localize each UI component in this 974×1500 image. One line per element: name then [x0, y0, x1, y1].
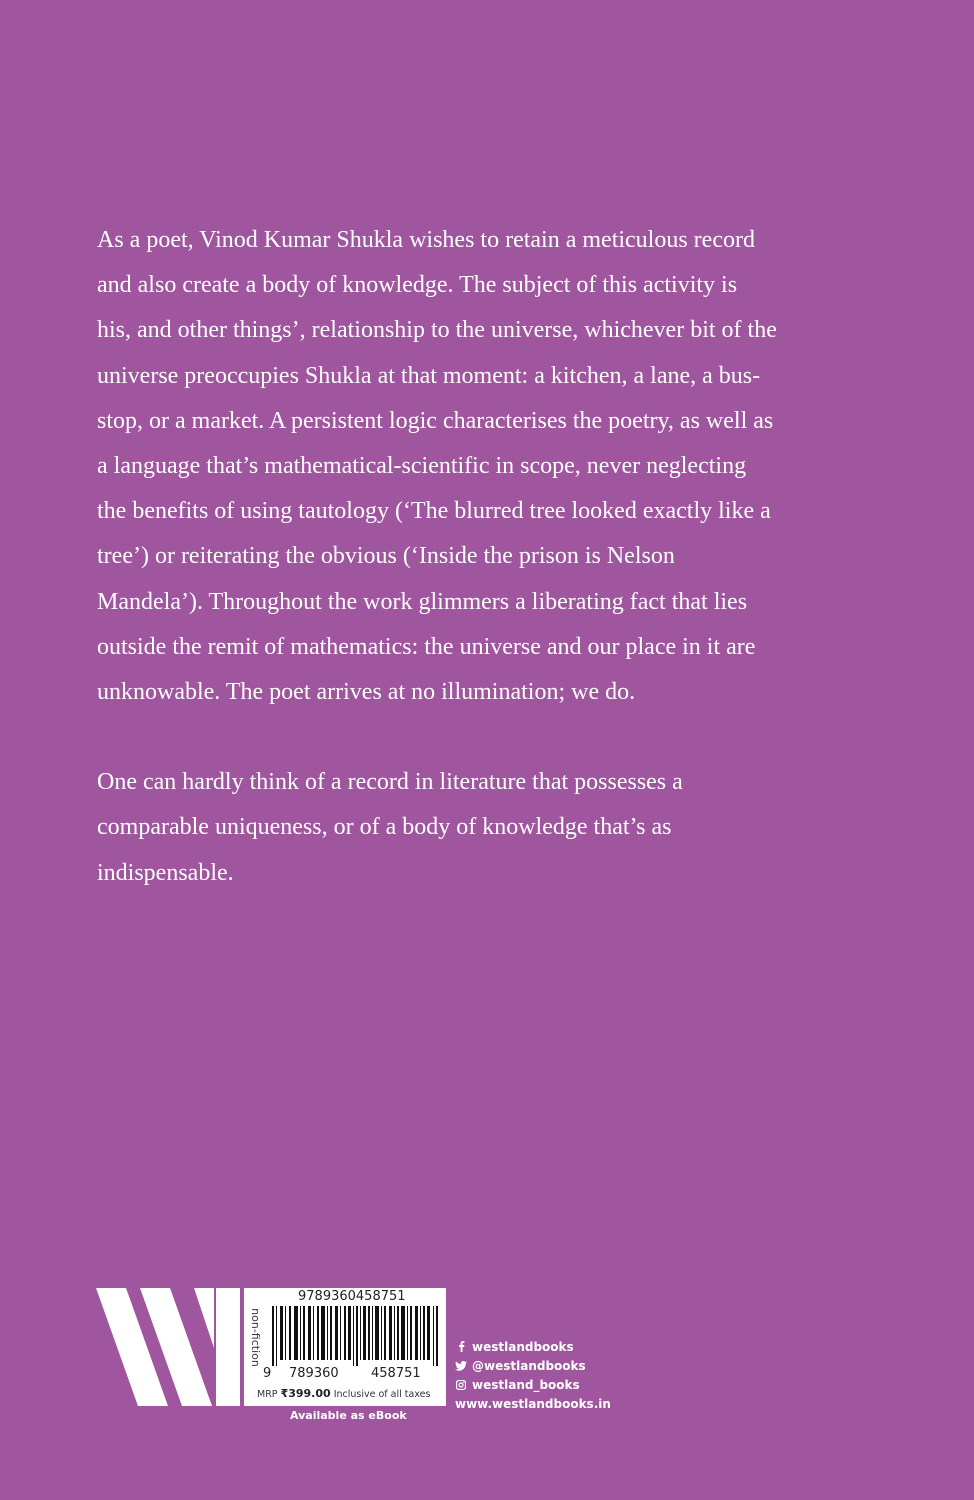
barcode-bars	[268, 1306, 442, 1366]
ebook-note: Available as eBook	[290, 1409, 407, 1422]
isbn-text: 9789360458751	[298, 1289, 406, 1304]
website-link[interactable]: www.westlandbooks.in	[455, 1396, 611, 1411]
blurb-paragraph-1: As a poet, Vinod Kumar Shukla wishes to retain a meticulous record and also create a body of knowledge. The subject of this activity is his, and other things’, relationship to the universe, whichever bit of the universe preoccupies Shukla at that moment: a kitchen, a lane, a bus-stop, or a market. A persistent logic characterises the poetry, as well as a language that’s mathematical-scientific in scope, never neglecting the benefits of using tautology (‘The blurred tree looked exactly like a tree’) or reiterating the obvious (‘Inside the prison is Nelson Mandela’). Throughout the work glimmers a liberating fact that lies outside the remit of mathematics: the universe and our place in it are unknowable. The poet arrives at no illumination; we do.	[97, 227, 777, 706]
blurb-paragraph-2: One can hardly think of a record in literature that possesses a comparable uniqueness, or of a body of knowledge that’s as indispensable.	[97, 769, 683, 886]
instagram-icon	[455, 1380, 467, 1390]
facebook-row[interactable]	[455, 1337, 611, 1356]
genre-label: non-fiction	[248, 1307, 262, 1367]
mrp-label: MRP	[257, 1389, 278, 1400]
twitter-icon	[455, 1361, 467, 1371]
isbn-lead-digit: 9	[263, 1366, 272, 1381]
twitter-row[interactable]	[455, 1356, 611, 1375]
price-amount: ₹399.00	[280, 1387, 331, 1400]
back-cover-blurb	[97, 218, 777, 896]
instagram-row[interactable]	[455, 1375, 611, 1394]
tax-note: Inclusive of all taxes	[333, 1389, 431, 1400]
facebook-icon	[455, 1341, 467, 1352]
isbn-group-2: 458751	[371, 1366, 421, 1381]
instagram-handle: westland_books	[472, 1377, 580, 1392]
price-line	[257, 1387, 430, 1400]
social-links	[455, 1337, 611, 1413]
facebook-handle: westlandbooks	[472, 1339, 574, 1354]
website-row[interactable]	[455, 1394, 611, 1413]
westland-logo-icon	[96, 1288, 242, 1406]
twitter-handle: @westlandbooks	[472, 1358, 586, 1373]
isbn-group-1: 789360	[289, 1366, 339, 1381]
